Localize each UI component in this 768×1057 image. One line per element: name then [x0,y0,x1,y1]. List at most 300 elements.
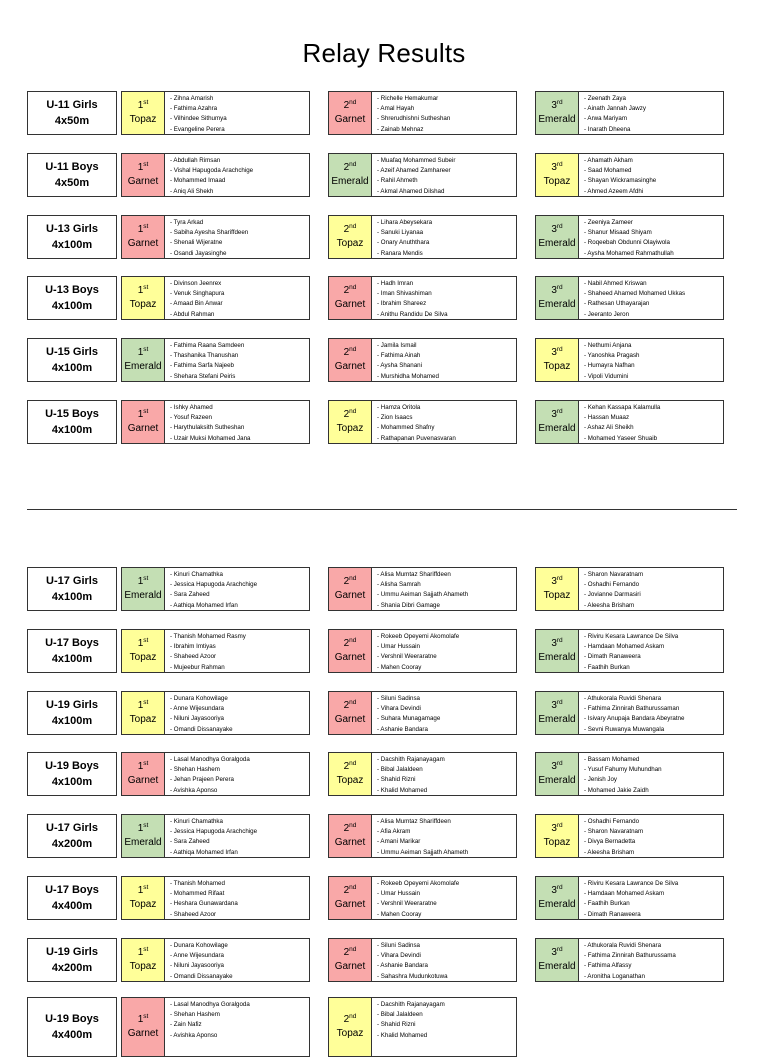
place-rank: 1st [137,161,149,173]
team-member-name: - Niluni Jayasooriya [170,962,224,970]
team-members [372,567,517,611]
team-member-name: - Humayra Nafhan [584,362,635,370]
team-member-name: - Jeeranto Jeron [584,310,630,318]
event-category: U-15 Boys [45,408,99,420]
team-member-name: - Mohammed Shafny [377,424,435,432]
team-member-name: - Shahid Rizni [377,1021,416,1029]
team-member-name: - Bassam Mohamed [584,756,640,763]
team-member-name: - Ibrahim Shareez [377,300,427,308]
house-name: Topaz [129,961,157,972]
event-category: U-17 Girls [46,822,98,834]
place-rank: 1st [137,284,149,296]
event-distance: 4x50m [54,115,90,127]
event-distance: 4x100m [51,300,93,312]
place-rank: 3rd [551,284,563,296]
event-distance: 4x50m [54,177,90,189]
team-member-name: - Venuk Singhapura [170,290,225,298]
team-members [372,876,517,920]
house-name: Topaz [336,423,364,434]
house-name: Topaz [129,114,157,125]
team-member-name: - Arwa Mariyam [584,115,627,123]
team-member-name: - Inarath Dheena [584,125,631,133]
place-badge [121,567,165,611]
team-member-name: - Avishka Aponso [170,1031,218,1039]
team-member-name: - Vilhindee Sithumya [170,115,227,123]
team-member-name: - Zain Nafiz [170,1021,202,1029]
place-rank: 2nd [343,408,357,420]
team-members [372,752,517,796]
team-members [372,338,517,382]
place-rank: 3rd [551,223,563,235]
place-rank: 2nd [343,223,357,235]
house-name: Emerald [538,714,576,725]
team-member-name: - Suhara Munagamage [377,715,441,723]
house-name: Garnet [334,652,366,663]
team-member-name: - Alisha Samrah [377,581,421,589]
house-name: Topaz [336,775,364,786]
team-member-name: - Amaad Bin Anwar [170,300,223,308]
team-member-name: - Anne Wijesundara [170,705,224,713]
event-category: U-17 Boys [45,637,99,649]
team-member-name: - Harythulaksith Sutheshan [170,424,245,432]
team-member-name: - Ishky Ahamed [170,404,213,411]
team-member-name: - Shenali Wijeratne [170,239,223,247]
team-member-name: - Kinuri Chamathka [170,818,223,825]
team-member-name: - Shehara Stefani Peiris [170,372,236,380]
event-distance: 4x100m [51,776,93,788]
place-rank: 1st [137,699,149,711]
team-member-name: - Faathih Burkan [584,663,630,671]
place-rank: 2nd [343,1013,357,1025]
team-member-name: - Umar Hussain [377,890,420,898]
house-name: Emerald [538,114,576,125]
team-members [372,629,517,673]
team-members [165,691,310,735]
team-member-name: - Vipoli Vidumini [584,372,629,380]
place-rank: 1st [137,946,149,958]
team-member-name: - Yanoshka Pragash [584,352,640,360]
place-rank: 2nd [343,161,357,173]
house-name: Topaz [129,652,157,663]
house-name: Emerald [538,899,576,910]
relay-event-row [27,338,737,384]
place-badge [328,338,372,382]
event-category: U-19 Boys [45,760,99,772]
place-badge [328,876,372,920]
team-member-name: - Fathima Ainah [377,352,421,360]
team-member-name: - Akmal Ahamed Dilshad [377,187,445,195]
team-member-name: - Zihna Amarish [170,95,214,102]
team-member-name: - Ranara Mendis [377,249,423,257]
place-rank: 1st [137,1013,149,1025]
place-rank: 2nd [343,99,357,111]
place-rank: 2nd [343,284,357,296]
team-member-name: - Saad Mohamed [584,167,632,175]
team-member-name: - Shaheed Ahamed Mohamed Ukkas [584,290,686,298]
place-rank: 1st [137,99,149,111]
house-name: Garnet [127,423,159,434]
place-rank: 3rd [551,699,563,711]
event-cell [27,567,117,611]
house-name: Emerald [538,299,576,310]
team-member-name: - Lasal Manodhya Goralgoda [170,1001,250,1008]
team-member-name: - Khalid Mohamed [377,786,428,794]
place-rank: 1st [137,223,149,235]
house-name: Garnet [334,714,366,725]
team-member-name: - Hamdaan Mohamed Askam [584,643,665,651]
team-member-name: - Thanish Mohamed Rasmy [170,633,246,640]
place-rank: 2nd [343,575,357,587]
place-rank: 3rd [551,946,563,958]
place-badge [535,567,579,611]
team-member-name: - Jehan Prajeen Perera [170,776,234,784]
house-name: Emerald [124,361,162,372]
team-members [165,938,310,982]
relay-event-row [27,567,737,613]
team-member-name: - Ummu Aeiman Sajjath Ahameth [377,591,469,599]
team-members [372,814,517,858]
place-badge [535,938,579,982]
event-cell [27,814,117,858]
place-rank: 1st [137,760,149,772]
place-badge [328,629,372,673]
team-member-name: - Nabil Ahmed Kriswan [584,280,647,287]
place-badge [328,752,372,796]
place-rank: 2nd [343,760,357,772]
team-member-name: - Ummu Aeiman Sajjath Ahameth [377,848,469,856]
team-member-name: - Vihara Devindi [377,705,421,713]
team-member-name: - Mahen Cooray [377,663,422,671]
team-member-name: - Dacshith Rajanayagam [377,1001,445,1008]
team-member-name: - Rathesan Uthayarajan [584,300,650,308]
place-rank: 1st [137,408,149,420]
team-members [165,752,310,796]
team-member-name: - Mahen Cooray [377,910,422,918]
team-member-name: - Aathiqa Mohamed Irfan [170,601,238,609]
event-category: U-13 Girls [46,223,98,235]
team-members [165,338,310,382]
house-name: Emerald [538,423,576,434]
event-distance: 4x100m [51,591,93,603]
place-rank: 3rd [551,637,563,649]
place-badge [535,691,579,735]
relay-event-row [27,752,737,798]
team-member-name: - Athukorala Ruvidi Shenara [584,695,662,702]
team-member-name: - Dunara Kohowilage [170,942,228,949]
event-cell [27,938,117,982]
team-members [372,276,517,320]
relay-event-row [27,400,737,446]
team-member-name: - Omandi Dissanayake [170,725,233,733]
team-member-name: - Omandi Dissanayake [170,972,233,980]
team-member-name: - Zeenath Zaya [584,95,626,102]
event-cell [27,629,117,673]
team-member-name: - Vishal Hapugoda Arachchige [170,167,254,175]
team-member-name: - Evangeline Perera [170,125,225,133]
team-member-name: - Anne Wijesundara [170,952,224,960]
team-member-name: - Richelle Hemakumar [377,95,439,102]
team-member-name: - Ibrahim Imtiyas [170,643,216,651]
event-cell [27,153,117,197]
team-member-name: - Aysha Mohamed Rahmathullah [584,249,674,257]
team-member-name: - Divinson Jeenrex [170,280,222,287]
event-cell [27,400,117,444]
team-member-name: - Shehan Hashem [170,1011,220,1019]
place-badge [535,215,579,259]
team-members [165,276,310,320]
team-members [165,153,310,197]
team-member-name: - Jessica Hapugoda Arachchige [170,581,258,589]
team-member-name: - Aysha Shanani [377,362,422,370]
team-member-name: - Umar Hussain [377,643,420,651]
team-member-name: - Avishka Aponso [170,786,218,794]
team-member-name: - Jessica Hapugoda Arachchige [170,828,258,836]
place-badge [328,814,372,858]
team-member-name: - Siluni Sadinsa [377,695,420,702]
team-member-name: - Aleesha Brisham [584,601,635,609]
team-members [579,91,724,135]
place-badge [121,752,165,796]
team-members [372,91,517,135]
team-member-name: - Tyra Arkad [170,219,204,226]
house-name: Garnet [127,238,159,249]
team-member-name: - Muafaq Mohammed Subeir [377,157,456,164]
place-badge [328,938,372,982]
house-name: Topaz [336,238,364,249]
place-rank: 2nd [343,699,357,711]
house-name: Topaz [129,714,157,725]
house-name: Garnet [334,899,366,910]
house-name: Garnet [334,299,366,310]
event-distance: 4x100m [51,653,93,665]
team-member-name: - Riviru Kesara Lawrance De Silva [584,880,679,887]
place-rank: 3rd [551,346,563,358]
team-member-name: - Roqeebah Obdunni Olayiwola [584,239,670,247]
team-member-name: - Aniq Ali Shekh [170,187,214,195]
team-member-name: - Lihara Abeysekara [377,219,433,226]
place-rank: 3rd [551,575,563,587]
house-name: Topaz [543,176,571,187]
place-badge [328,276,372,320]
team-member-name: - Thashanika Thanushan [170,352,239,360]
team-member-name: - Zainab Mehnaz [377,125,424,133]
place-badge [535,276,579,320]
place-rank: 2nd [343,346,357,358]
team-member-name: - Alisa Mumtaz Shariffdeen [377,818,451,825]
place-badge [535,629,579,673]
event-distance: 4x100m [51,362,93,374]
team-members [579,629,724,673]
team-member-name: - Zion Isaacs [377,414,413,422]
team-member-name: - Ashanie Bandara [377,725,428,733]
team-member-name: - Vihara Devindi [377,952,421,960]
place-badge [121,400,165,444]
event-cell [27,876,117,920]
team-member-name: - Shaheed Azoor [170,910,217,918]
team-members [579,938,724,982]
place-rank: 3rd [551,408,563,420]
house-name: Topaz [543,361,571,372]
place-badge [328,400,372,444]
team-member-name: - Aathiqa Mohamed Irfan [170,848,238,856]
team-member-name: - Kehan Kassapa Kalamulla [584,404,661,411]
team-member-name: - Shanur Misaad Shiyam [584,229,652,237]
event-category: U-17 Boys [45,884,99,896]
event-category: U-19 Girls [46,946,98,958]
team-members [372,153,517,197]
team-member-name: - Fathima Zinnirah Bathurussama [584,952,676,960]
place-badge [328,215,372,259]
team-member-name: - Shaheed Azoor [170,653,217,661]
relay-event-row [27,91,737,137]
place-badge [121,876,165,920]
house-name: Garnet [127,775,159,786]
team-member-name: - Alisa Mumtaz Shariffdeen [377,571,451,578]
team-member-name: - Divya Bernadetta [584,838,636,846]
event-category: U-11 Boys [45,161,99,173]
relay-event-row [27,629,737,675]
team-member-name: - Shrerudhishni Sutheshan [377,115,451,123]
team-member-name: - Yosuf Razeen [170,414,212,422]
place-badge [121,629,165,673]
house-name: Emerald [538,961,576,972]
team-member-name: - Sahashra Mudunkotuwa [377,972,448,980]
team-members [579,153,724,197]
place-badge [535,876,579,920]
team-member-name: - Faathih Burkan [584,900,630,908]
team-member-name: - Azeif Ahamed Zamhareer [377,167,451,175]
team-members [579,752,724,796]
place-badge [535,752,579,796]
place-badge [121,153,165,197]
team-member-name: - Ahmed Azeem Afdhi [584,187,644,195]
event-cell [27,91,117,135]
team-members [372,400,517,444]
house-name: Emerald [538,775,576,786]
event-category: U-17 Girls [46,575,98,587]
event-distance: 4x200m [51,962,93,974]
team-member-name: - Shahid Rizni [377,776,416,784]
team-member-name: - Iman Shivashiman [377,290,432,298]
team-members [579,814,724,858]
team-member-name: - Khalid Mohamed [377,1031,428,1039]
place-badge [121,91,165,135]
event-category: U-15 Girls [46,346,98,358]
place-badge [121,215,165,259]
place-rank: 3rd [551,161,563,173]
house-name: Emerald [124,590,162,601]
event-cell [27,752,117,796]
team-member-name: - Bibal Jalaldeen [377,766,423,774]
place-rank: 1st [137,822,149,834]
place-badge [328,91,372,135]
house-name: Garnet [334,837,366,848]
house-name: Emerald [331,176,369,187]
team-member-name: - Aleesha Brisham [584,848,635,856]
place-rank: 1st [137,637,149,649]
team-members [579,691,724,735]
relay-event-row [27,938,737,984]
house-name: Garnet [127,1028,159,1039]
team-member-name: - Niluni Jayasooriya [170,715,224,723]
relay-event-row [27,153,737,199]
team-member-name: - Abdullah Rimsan [170,157,221,164]
event-cell [27,215,117,259]
team-member-name: - Amal Hayah [377,105,415,113]
team-member-name: - Jovianne Darmasiri [584,591,641,599]
team-member-name: - Shehan Hashem [170,766,220,774]
team-member-name: - Nethumi Anjana [584,342,632,349]
place-badge [535,400,579,444]
team-member-name: - Sara Zaheed [170,838,210,846]
place-rank: 2nd [343,822,357,834]
team-member-name: - Rokeeb Opeyemi Akomolafe [377,880,460,887]
team-members [165,91,310,135]
team-member-name: - Osandi Jayasinghe [170,249,227,257]
team-member-name: - Riviru Kesara Lawrance De Silva [584,633,679,640]
team-member-name: - Hamza Oritola [377,404,421,411]
page-divider [27,509,737,510]
team-member-name: - Thanish Mohamed [170,880,225,887]
team-member-name: - Heshara Gunawardana [170,900,238,908]
house-name: Garnet [334,361,366,372]
team-member-name: - Hamdaan Mohamed Askam [584,890,665,898]
team-member-name: - Rahil Ahmeth [377,177,418,185]
event-category: U-19 Boys [45,1013,99,1025]
team-member-name: - Mujeebur Rahman [170,663,225,671]
team-member-name: - Yusuf Fahumy Muhundhan [584,766,662,774]
team-member-name: - Fathima Alfassy [584,962,632,970]
team-member-name: - Mohamed Jakie Zaidh [584,786,649,794]
team-members [372,938,517,982]
relay-event-row [27,276,737,322]
team-member-name: - Oshadhi Fernando [584,581,640,589]
place-rank: 2nd [343,946,357,958]
team-member-name: - Ashaz Ali Sheikh [584,424,634,432]
place-rank: 3rd [551,99,563,111]
team-members [165,876,310,920]
event-category: U-11 Girls [46,99,98,111]
house-name: Topaz [543,837,571,848]
house-name: Garnet [127,176,159,187]
team-member-name: - Bibal Jalaldeen [377,1011,423,1019]
team-member-name: - Zeeniya Zameer [584,219,633,226]
place-badge [328,691,372,735]
house-name: Topaz [543,590,571,601]
team-member-name: - Aronitha Loganathan [584,972,645,980]
team-member-name: - Shayan Wickramasinghe [584,177,657,185]
event-distance: 4x100m [51,424,93,436]
team-members [579,876,724,920]
team-member-name: - Amani Marikar [377,838,421,846]
house-name: Garnet [334,590,366,601]
place-badge [535,338,579,382]
team-member-name: - Mohamed Yaseer Shuaib [584,434,658,442]
team-member-name: - Rokeeb Opeyemi Akomolafe [377,633,460,640]
place-badge [121,691,165,735]
team-members [165,567,310,611]
relay-event-row [27,814,737,860]
place-badge [121,338,165,382]
team-member-name: - Athukorala Ruvidi Shenara [584,942,662,949]
event-cell [27,338,117,382]
team-member-name: - Isivary Anupaja Bandara Abeyratne [584,715,685,723]
team-member-name: - Vershnil Weeraratne [377,653,437,661]
house-name: Emerald [124,837,162,848]
team-member-name: - Ashanie Bandara [377,962,428,970]
place-badge [121,938,165,982]
place-badge [328,997,372,1057]
